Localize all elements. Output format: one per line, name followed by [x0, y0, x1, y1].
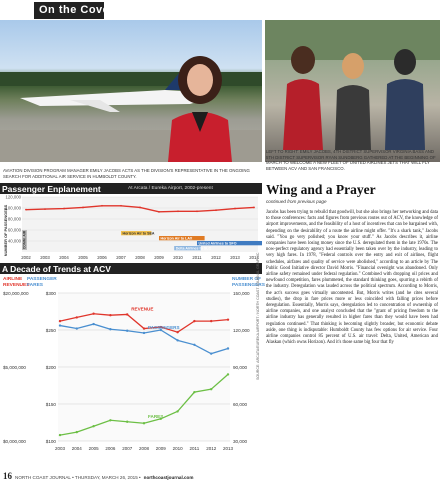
banner-label: On the Cover: [39, 4, 115, 16]
side-photo-caption: LEFT TO RIGHT: EMILY JACOBS, 4TH DISTRICT SUPERVISOR VIRGINIA BASS AND 5TH DISTRICT SUPERVISOR RYAN SUNDBERG GATHERED AT THE BEGINNING OF MARCH TO WELCOME A NEW FLEET OF UNITED AIRLINES JETS THAT WILL FLY BETWEEN ACV AND SAN FRANCISCO.: [266, 149, 436, 171]
trends-plot: [0, 263, 265, 468]
enplanement-x-tick: 2005: [78, 255, 88, 260]
enplanement-point: [139, 207, 141, 209]
enplanement-y-tick: 80,000: [7, 216, 21, 222]
publication-line: NORTH COAST JOURNAL • THURSDAY, MARCH 26, 2015 •: [15, 475, 141, 480]
person-face: [187, 64, 213, 96]
trends-x-tick: 2003: [54, 446, 66, 451]
passenger-tick: 90,000: [233, 364, 248, 370]
revenue-tick: $0,000,000: [3, 438, 26, 444]
series-point-fares: [193, 391, 195, 393]
series-point-revenue: [59, 320, 61, 322]
person3-coat: [385, 79, 425, 150]
passengers-axis-label: NUMBER OF PASSENGERS: [232, 277, 265, 288]
fare-tick: $250: [45, 327, 56, 333]
enplanement-y-tick: 120,000: [5, 194, 21, 200]
trends-x-tick: 2008: [138, 446, 150, 451]
enplanement-x-tick: 2006: [97, 255, 107, 260]
trends-x-tick: 2005: [88, 446, 99, 451]
section-banner: [0, 0, 440, 20]
series-point-fares: [227, 373, 229, 375]
series-label-passengers: PASSENGERS: [148, 324, 180, 330]
series-point-passengers: [59, 324, 61, 326]
series-point-fares: [109, 419, 111, 421]
revenue-tick: $5,000,000: [3, 364, 26, 370]
page-footer: [3, 471, 193, 480]
series-point-fares: [92, 425, 94, 427]
comm-air-label: COMM. AIR: [22, 230, 27, 250]
enplanement-x-tick: 2004: [59, 255, 69, 260]
series-point-passengers: [92, 323, 94, 325]
trends-x-tick: 2007: [122, 446, 133, 451]
passenger-tick: 150,000: [233, 290, 250, 296]
banner-tag: [34, 2, 115, 19]
trends-chart-title: A Decade of Trends at ACV: [2, 264, 111, 274]
enplanement-x-tick: 2002: [21, 255, 31, 260]
enplanement-chart-subtitle: At Arcata / Eureka Airport, 2002-present: [128, 185, 213, 191]
series-point-revenue: [143, 327, 145, 329]
series-point-passengers: [210, 352, 212, 354]
series-point-fares: [126, 421, 128, 423]
series-point-fares: [143, 422, 145, 424]
person2-hair: [342, 53, 364, 79]
person1-coat: [283, 79, 323, 150]
series-point-fares: [210, 388, 212, 390]
enplanement-point: [215, 209, 217, 211]
series-point-passengers: [76, 327, 78, 329]
enplanement-chart: [0, 183, 262, 263]
enplanement-plot: [0, 183, 262, 263]
enplanement-y-tick: 60,000: [7, 227, 21, 233]
enplanement-point: [196, 210, 198, 212]
enplanement-x-tick: 2007: [116, 255, 126, 260]
series-point-revenue: [210, 320, 212, 322]
series-label-fares: FARES: [148, 414, 164, 420]
person1-hair: [291, 46, 315, 74]
enplanement-x-tick: 2011: [192, 255, 202, 260]
fare-tick: $100: [45, 438, 56, 444]
series-point-passengers: [193, 344, 195, 346]
series-point-passengers: [126, 330, 128, 332]
trends-x-tick: 2011: [189, 446, 200, 451]
fare-tick: $200: [45, 364, 56, 370]
service-band-label: Horizon Air to SEA: [122, 231, 155, 236]
trends-x-tick: 2004: [71, 446, 82, 451]
enplanement-x-tick: 2003: [40, 255, 50, 260]
revenue-tick: $20,000,000: [3, 290, 29, 296]
service-band-label: Horizon Air to LAX: [160, 236, 193, 241]
enplanement-point: [234, 208, 236, 210]
enplanement-point: [25, 209, 27, 211]
series-point-revenue: [109, 314, 111, 316]
enplanement-point: [177, 210, 179, 212]
passenger-tick: 120,000: [233, 327, 250, 333]
enplanement-y-label: NUMBER OF PASSENGERS: [3, 204, 8, 257]
trends-x-tick: 2006: [105, 446, 116, 451]
series-point-passengers: [109, 328, 111, 330]
cover-photo-caption: AVIATION DIVISION PROGRAM MANAGER EMILY JACOBS ACTS AS THE DIVISION'S REPRESENTATIVE IN THE ONGOING SEARCH FOR ADDITIONAL AIR SERVICE IN HUMBOLDT COUNTY.: [3, 168, 250, 179]
article-body: Jacobs has been trying to rebuild that goodwill, but she also brings her networking and data to those conferences: facts and figures from previous routes out of ACV, the knowledge of airport improvements, and the feasibility of a host of incentives that can be bargained with, depending on the desirability of a route the airline might offer. "It's a shark tank," Jacobs said. "You go very polished; you know your stuff." As Jacobs describes it, airline companies have been losing money since the U.S. deregulated them in the late 1970s. The now-perfect regulatory agency had essentially been taken over by the industry, leading to very high fares. In 1978, "Federal controls over the entry and exit of airlines, flight schedules, airfares and quality of service were abolished," according to an article by The Public Good Initiative director David Morris. "Financial oversight was abandoned. Only airline safety remained under federal regulation." Combined with dropping oil prices and newfound competition, fares plummeted, the standard thinking goes, spurring a rebirth of the industry. Deregulation was lauded across the political spectrum. According to Morris, the act's success goes virtually uncontested. But, Morris writes (and he cites several studies), the drop in fare prices more or less coincided with falling prices before deregulation. Essentially, Morris says, deregulation led to concentration of ownership of airline companies, and one analyst concluded that the "grant of pricing freedom to the airline industry has generally resulted in higher fares than they would have been had regulation continued." That thinking is becoming slightly broader, but economic debate aside, one thing is indisputable: Humboldt County has few options for air service. Four airline companies control 85 percent of U.S. air travel: Delta, United, American and Alaskan (which owns Horizon). And it's those same big four that fly: [266, 210, 438, 346]
enplanement-x-tick: 2009: [154, 255, 164, 260]
trends-x-tick: 2013: [222, 446, 234, 451]
enplanement-point: [120, 205, 122, 207]
series-point-passengers: [176, 339, 178, 341]
passenger-tick: 60,000: [233, 401, 248, 407]
side-photo-art: [265, 20, 440, 162]
series-point-revenue: [176, 331, 178, 333]
page-number: 16: [3, 471, 12, 480]
series-point-revenue: [92, 313, 94, 315]
article-headline: Wing and a Prayer: [266, 182, 376, 197]
enplanement-point: [253, 207, 255, 209]
treeline: [0, 72, 262, 86]
person3-hair: [394, 49, 416, 75]
enplanement-point: [158, 211, 160, 213]
enplanement-x-tick: 2010: [173, 255, 183, 260]
series-label-revenue: REVENUE: [131, 306, 154, 312]
enplanement-x-tick: 2012: [211, 255, 221, 260]
enplanement-point: [82, 207, 84, 209]
enplanement-y-tick: 40,000: [7, 238, 21, 244]
enplanement-point: [101, 205, 103, 207]
publication-url[interactable]: northcoastjournal.com: [143, 475, 194, 480]
enplanement-x-tick: 2014: [249, 255, 259, 260]
person2-coat: [335, 85, 371, 150]
series-point-revenue: [126, 313, 128, 315]
series-point-revenue: [227, 318, 229, 320]
trends-x-tick: 2012: [206, 446, 217, 451]
series-point-fares: [176, 410, 178, 412]
fares-axis-label: PASSENGER FARES: [27, 277, 57, 288]
revenue-axis-label: AIRLINE REVENUES: [3, 277, 30, 288]
enplanement-point: [44, 208, 46, 210]
trends-chart: [0, 263, 265, 468]
trends-x-tick: 2009: [155, 446, 166, 451]
enplanement-chart-title: Passenger Enplanement: [2, 184, 101, 194]
article: [266, 182, 438, 467]
passenger-tick: 30,000: [233, 438, 248, 444]
chart-credit: SOURCE: ARCATA/EUREKA AIRPORT / NORTH COAST JOURNAL GRAPHIC: [256, 252, 260, 380]
continued-note: continued from previous page: [266, 199, 327, 204]
trends-x-tick: 2010: [172, 446, 183, 451]
enplanement-x-tick: 2013: [230, 255, 240, 260]
cover-photo: [0, 20, 262, 162]
fare-tick: $150: [45, 401, 56, 407]
service-band-label: Delta Airlines to SLC: [175, 246, 212, 251]
enplanement-point: [63, 208, 65, 210]
series-point-fares: [59, 434, 61, 436]
side-photo: [265, 20, 440, 162]
enplanement-x-tick: 2008: [135, 255, 145, 260]
series-point-passengers: [227, 347, 229, 349]
series-point-revenue: [193, 320, 195, 322]
series-point-fares: [76, 431, 78, 433]
series-point-revenue: [76, 316, 78, 318]
cover-photo-art: [0, 20, 262, 162]
enplanement-y-tick: 100,000: [5, 205, 21, 211]
fare-tick: $300: [45, 290, 56, 296]
series-point-passengers: [143, 332, 145, 334]
service-band-label: United Airlines to SFO: [198, 241, 237, 246]
